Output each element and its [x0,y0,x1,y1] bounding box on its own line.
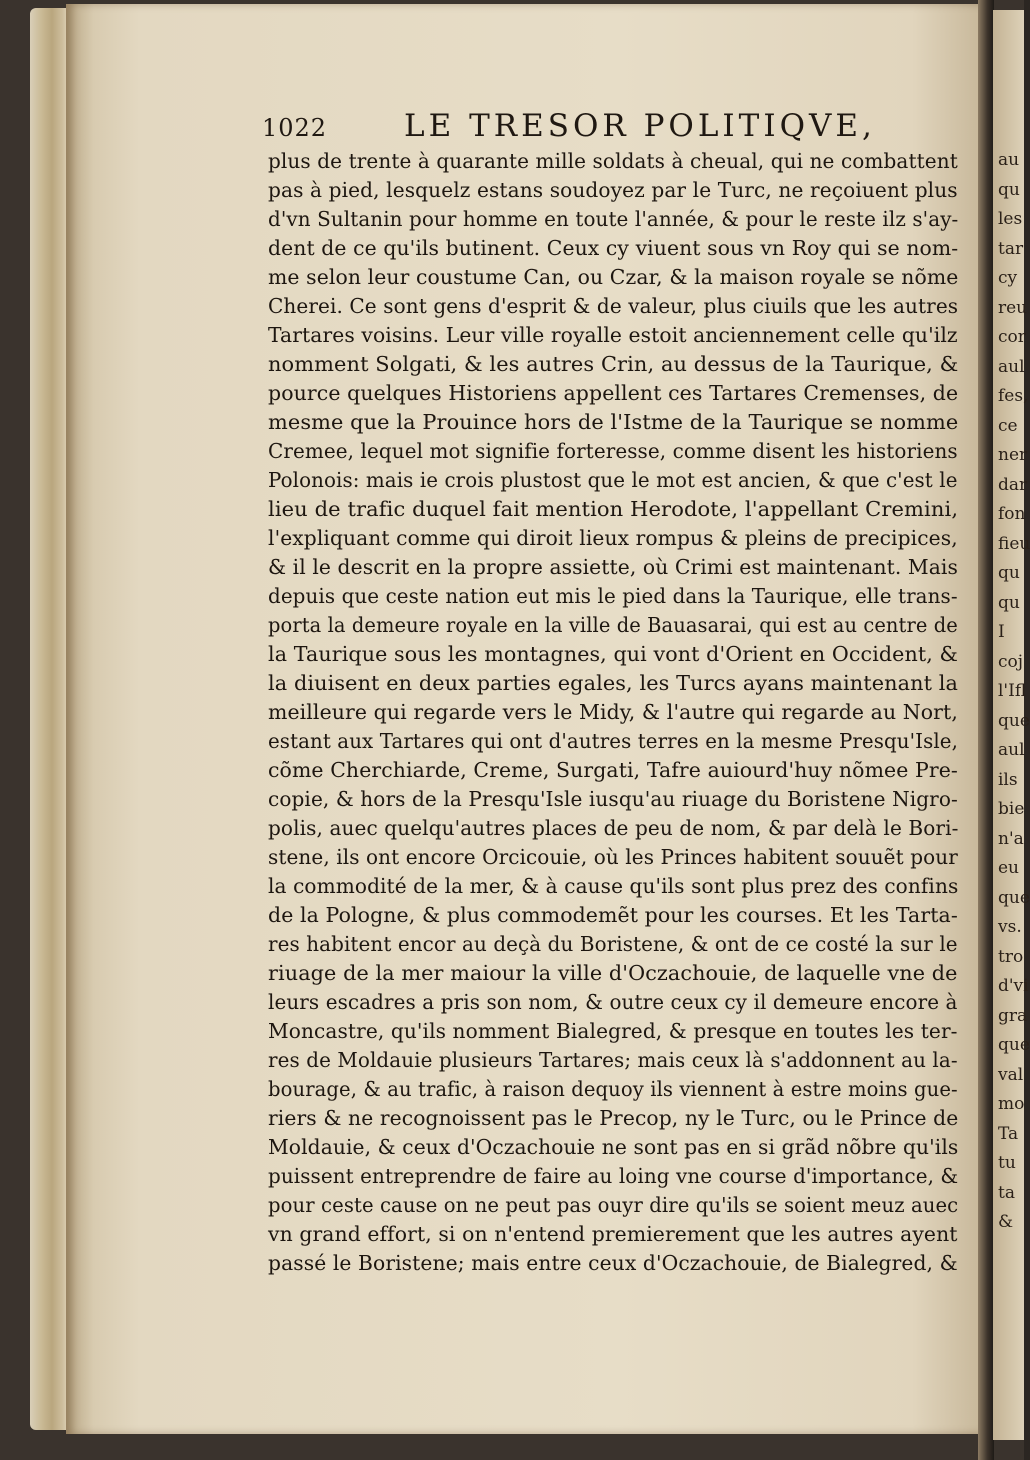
text-line: riuage de la mer maiour la ville d'Oczachouie, de laquelle vne de [268,961,958,985]
facing-page-fragment: Ta [998,1123,1019,1144]
text-line: riers & ne recognoissent pas le Precop, ny le Turc, ou le Prince de [268,1106,959,1130]
facing-page-fragment: que [998,887,1030,908]
text-line: la Taurique sous les montagnes, qui vont d'Orient en Occident, & [268,642,958,666]
text-line: Polonois: mais ie crois plustost que le mot est ancien, & que c'est le [268,468,958,492]
text-line: estant aux Tartares qui ont d'autres terres en la mesme Presqu'Isle, [268,729,958,753]
facing-page-fragment: qu [998,592,1020,613]
text-line: leurs escadres a pris son nom, & outre ceux cy il demeure encore à [268,990,958,1014]
facing-page-fragment: dar [998,474,1028,495]
text-line: de la Pologne, & plus commodemẽt pour les courses. Et les Tarta- [268,903,958,927]
text-line: d'vn Sultanin pour homme en toute l'année, & pour le reste ilz s'ay- [268,207,959,231]
text-line: pas à pied, lesquelz estans soudoyez par le Turc, ne reçoiuent plus [268,178,958,202]
facing-page-fragment: ils [998,769,1018,790]
facing-page-fragment: qu [998,179,1020,200]
facing-page-fragment: tro [998,946,1024,967]
facing-page-fragment: aul [998,356,1025,377]
text-line: Cherei. Ce sont gens d'esprit & de valeur, plus ciuils que les autres [268,294,959,318]
facing-page-fragment: l'Ifl [998,681,1027,701]
text-line: l'expliquant comme qui diroit lieux rompus & pleins de precipices, [268,526,958,550]
facing-page-fragment: fieu [998,533,1030,554]
facing-page-fragment: vs. [998,917,1022,937]
facing-page-fragment: gra [998,1005,1028,1026]
text-line: dent de ce qu'ils butinent. Ceux cy viuent sous vn Roy qui se nom- [268,236,959,260]
text-line: pour ceste cause on ne peut pas ouyr dire qu'ils se soient meuz auec [268,1193,959,1217]
facing-page-fragment: ce [998,415,1018,436]
facing-page-fragment: au [998,150,1020,170]
facing-page-fragment: ner [998,445,1028,465]
page-header [262,108,942,148]
text-line: copie, & hors de la Presqu'Isle iusqu'au riuage du Boristene Nigro- [268,787,958,811]
book-gutter [978,0,994,1460]
text-line: polis, auec quelqu'autres places de peu de nom, & par delà le Bori- [268,816,959,840]
facing-page-edge [993,10,1030,1440]
facing-page-fragment: que [998,710,1030,731]
facing-page-fragment: tar [998,238,1024,259]
text-line: la commodité de la mer, & à cause qu'ils sont plus prez des confins [268,874,959,898]
facing-page-fragment: aul [998,740,1025,760]
text-line: lieu de trafic duquel fait mention Herodote, l'appellant Cremini, [268,497,959,521]
text-line: nomment Solgati, & les autres Crin, au dessus de la Taurique, & [268,352,959,376]
facing-page-fragment: val [998,1064,1024,1085]
text-line: la diuisent en deux parties egales, les Turcs ayans maintenant la [268,671,959,695]
text-line: res habitent encor au deçà du Boristene, & ont de ce costé la sur le [268,932,958,956]
running-title: LE TRESOR POLITIQVE, [404,108,876,144]
text-line: vn grand effort, si on n'entend premierement que les autres ayent [268,1222,958,1246]
facing-page-fragment: ta [998,1182,1015,1203]
text-line: meilleure qui regarde vers le Midy, & l'autre qui regarde au Nort, [268,700,958,724]
text-line: plus de trente à quarante mille soldats à cheual, qui ne combattent [268,149,958,173]
facing-page-fragment: & [998,1212,1014,1232]
text-line: depuis que ceste nation eut mis le pied dans la Taurique, elle trans- [268,584,958,608]
book-fore-edge [30,8,70,1430]
facing-page-fragment: d'vi [998,976,1029,996]
text-line: & il le descrit en la propre assiette, où Crimi est maintenant. Mais [268,555,959,579]
body-text [268,147,958,1278]
facing-page-fragment: cor [998,327,1026,347]
text-line: Moncastre, qu'ils nomment Bialegred, & presque en toutes les ter- [268,1019,958,1043]
text-line: res de Moldauie plusieurs Tartares; mais ceux là s'addonnent au la- [268,1048,958,1072]
facing-page-fragment: eu [998,858,1020,878]
folio-number: 1022 [262,114,328,142]
text-line: porta la demeure royale en la ville de Bauasarai, qui est au centre de [268,613,958,637]
text-line: stene, ils ont encore Orcicouie, où les Princes habitent souuẽt pour [268,845,958,869]
text-line: pource quelques Historiens appellent ces Tartares Cremenses, de [268,381,959,405]
text-line: passé le Boristene; mais entre ceux d'Oczachouie, de Bialegred, & [268,1251,958,1275]
facing-page-fragment: qu [998,563,1020,583]
facing-page-fragment: tu [998,1153,1016,1173]
facing-page-fragment: fon [998,504,1026,524]
text-line: bourage, & au trafic, à raison dequoy ils viennent à estre moins gue- [268,1077,958,1101]
text-line: mesme que la Prouince hors de l'Istme de la Taurique se nomme [268,410,959,434]
facing-page-fragment: bie [998,799,1025,819]
text-line: puissent entreprendre de faire au loing vne course d'importance, & [268,1164,959,1188]
facing-page-fragment: I [998,622,1005,642]
text-line: me selon leur coustume Can, ou Czar, & la maison royale se nõme [268,265,959,289]
facing-page-fragment: cy [998,268,1018,288]
facing-page-fragment: n'a [998,828,1024,849]
text-line: Cremee, lequel mot signifie forteresse, comme disent les historiens [268,439,958,463]
facing-page-fragment: fes, [998,386,1029,406]
facing-page-fragment: que [998,1035,1030,1055]
facing-page-fragment: les [998,209,1023,229]
facing-page-fragment: mo [998,1094,1025,1114]
text-line: Moldauie, & ceux d'Oczachouie ne sont pas en si grãd nõbre qu'ils [268,1135,959,1159]
facing-page-fragment: coj [998,651,1024,672]
text-line: cõme Cherchiarde, Creme, Surgati, Tafre auiourd'huy nõmee Pre- [268,758,958,782]
text-line: Tartares voisins. Leur ville royalle estoit anciennement celle qu'ilz [268,323,958,347]
facing-page-fragment: reu [998,297,1028,318]
